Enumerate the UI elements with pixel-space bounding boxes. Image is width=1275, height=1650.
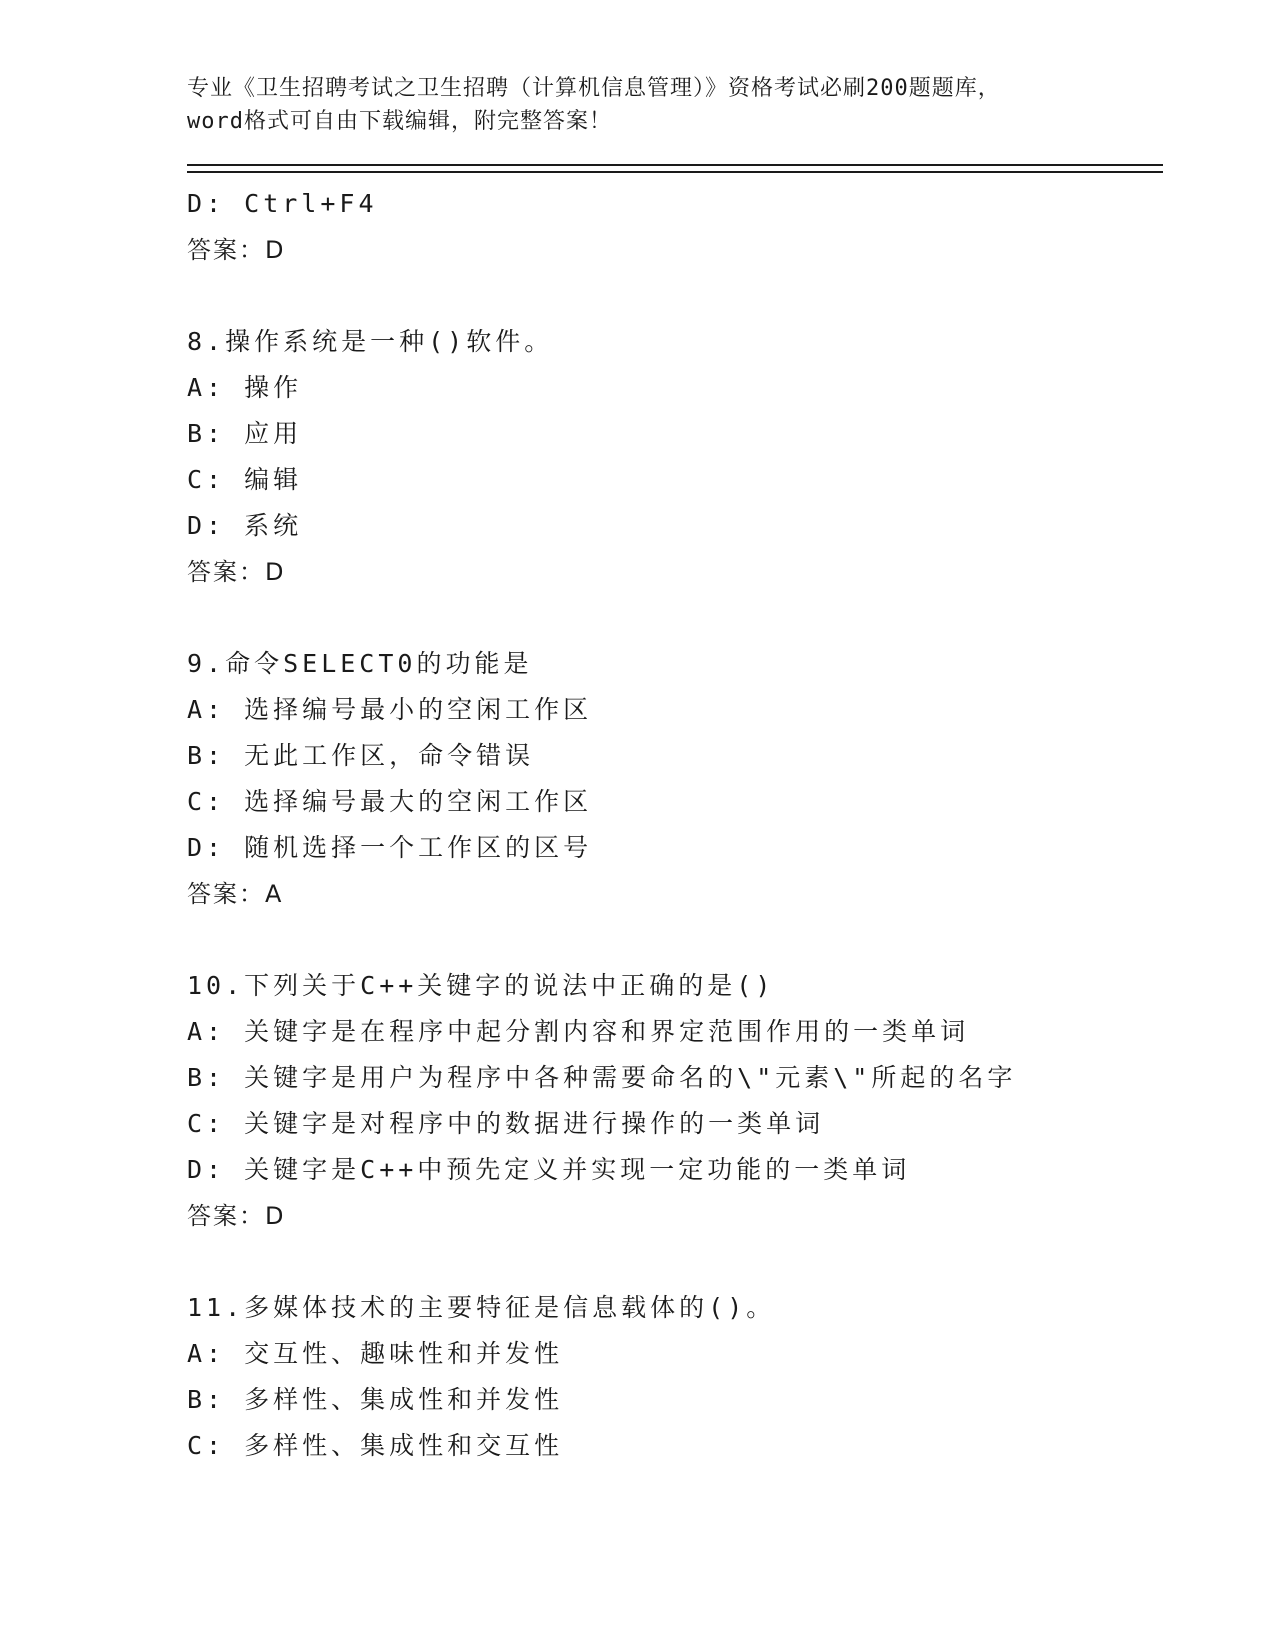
header-line-2: word格式可自由下载编辑，附完整答案！ xyxy=(187,109,612,134)
spacer xyxy=(187,273,1167,319)
question-8 xyxy=(187,319,1167,595)
option-b: B: 应用 xyxy=(187,419,303,448)
option-a: A: 操作 xyxy=(187,373,303,402)
document-page xyxy=(187,72,1167,1469)
option-d: D: 系统 xyxy=(187,511,303,540)
spacer xyxy=(187,917,1167,963)
option-c: C: 多样性、集成性和交互性 xyxy=(187,1431,564,1460)
option-c: C: 关键字是对程序中的数据进行操作的一类单词 xyxy=(187,1109,825,1138)
option-b: B: 无此工作区，命令错误 xyxy=(187,741,535,770)
option-d: D: 关键字是C++中预先定义并实现一定功能的一类单词 xyxy=(187,1155,911,1184)
option-c: C: 编辑 xyxy=(187,465,303,494)
option-a: A: 关键字是在程序中起分割内容和界定范围作用的一类单词 xyxy=(187,1017,970,1046)
answer: 答案：D xyxy=(187,1202,286,1230)
header-line-1: 专业《卫生招聘考试之卫生招聘（计算机信息管理）》资格考试必刷200题题库， xyxy=(187,76,1001,101)
question-11 xyxy=(187,1285,1167,1469)
spacer xyxy=(187,595,1167,641)
option-d: D: Ctrl+F4 xyxy=(187,189,378,218)
answer: 答案：D xyxy=(187,236,286,264)
option-a: A: 选择编号最小的空闲工作区 xyxy=(187,695,593,724)
header-divider xyxy=(187,164,1163,173)
option-a: A: 交互性、趣味性和并发性 xyxy=(187,1339,564,1368)
spacer xyxy=(187,1239,1167,1285)
answer: 答案：D xyxy=(187,558,286,586)
question-stem: 10.下列关于C++关键字的说法中正确的是() xyxy=(187,971,775,1000)
question-stem: 8.操作系统是一种()软件。 xyxy=(187,327,554,356)
option-d: D: 随机选择一个工作区的区号 xyxy=(187,833,593,862)
question-stem: 9.命令SELECT0的功能是 xyxy=(187,649,533,678)
option-b: B: 关键字是用户为程序中各种需要命名的\"元素\"所起的名字 xyxy=(187,1063,1017,1092)
option-c: C: 选择编号最大的空闲工作区 xyxy=(187,787,593,816)
document-header xyxy=(187,72,1167,138)
option-b: B: 多样性、集成性和并发性 xyxy=(187,1385,564,1414)
answer: 答案：A xyxy=(187,880,284,908)
question-9 xyxy=(187,641,1167,917)
question-stem: 11.多媒体技术的主要特征是信息载体的()。 xyxy=(187,1293,776,1322)
question-10 xyxy=(187,963,1167,1239)
